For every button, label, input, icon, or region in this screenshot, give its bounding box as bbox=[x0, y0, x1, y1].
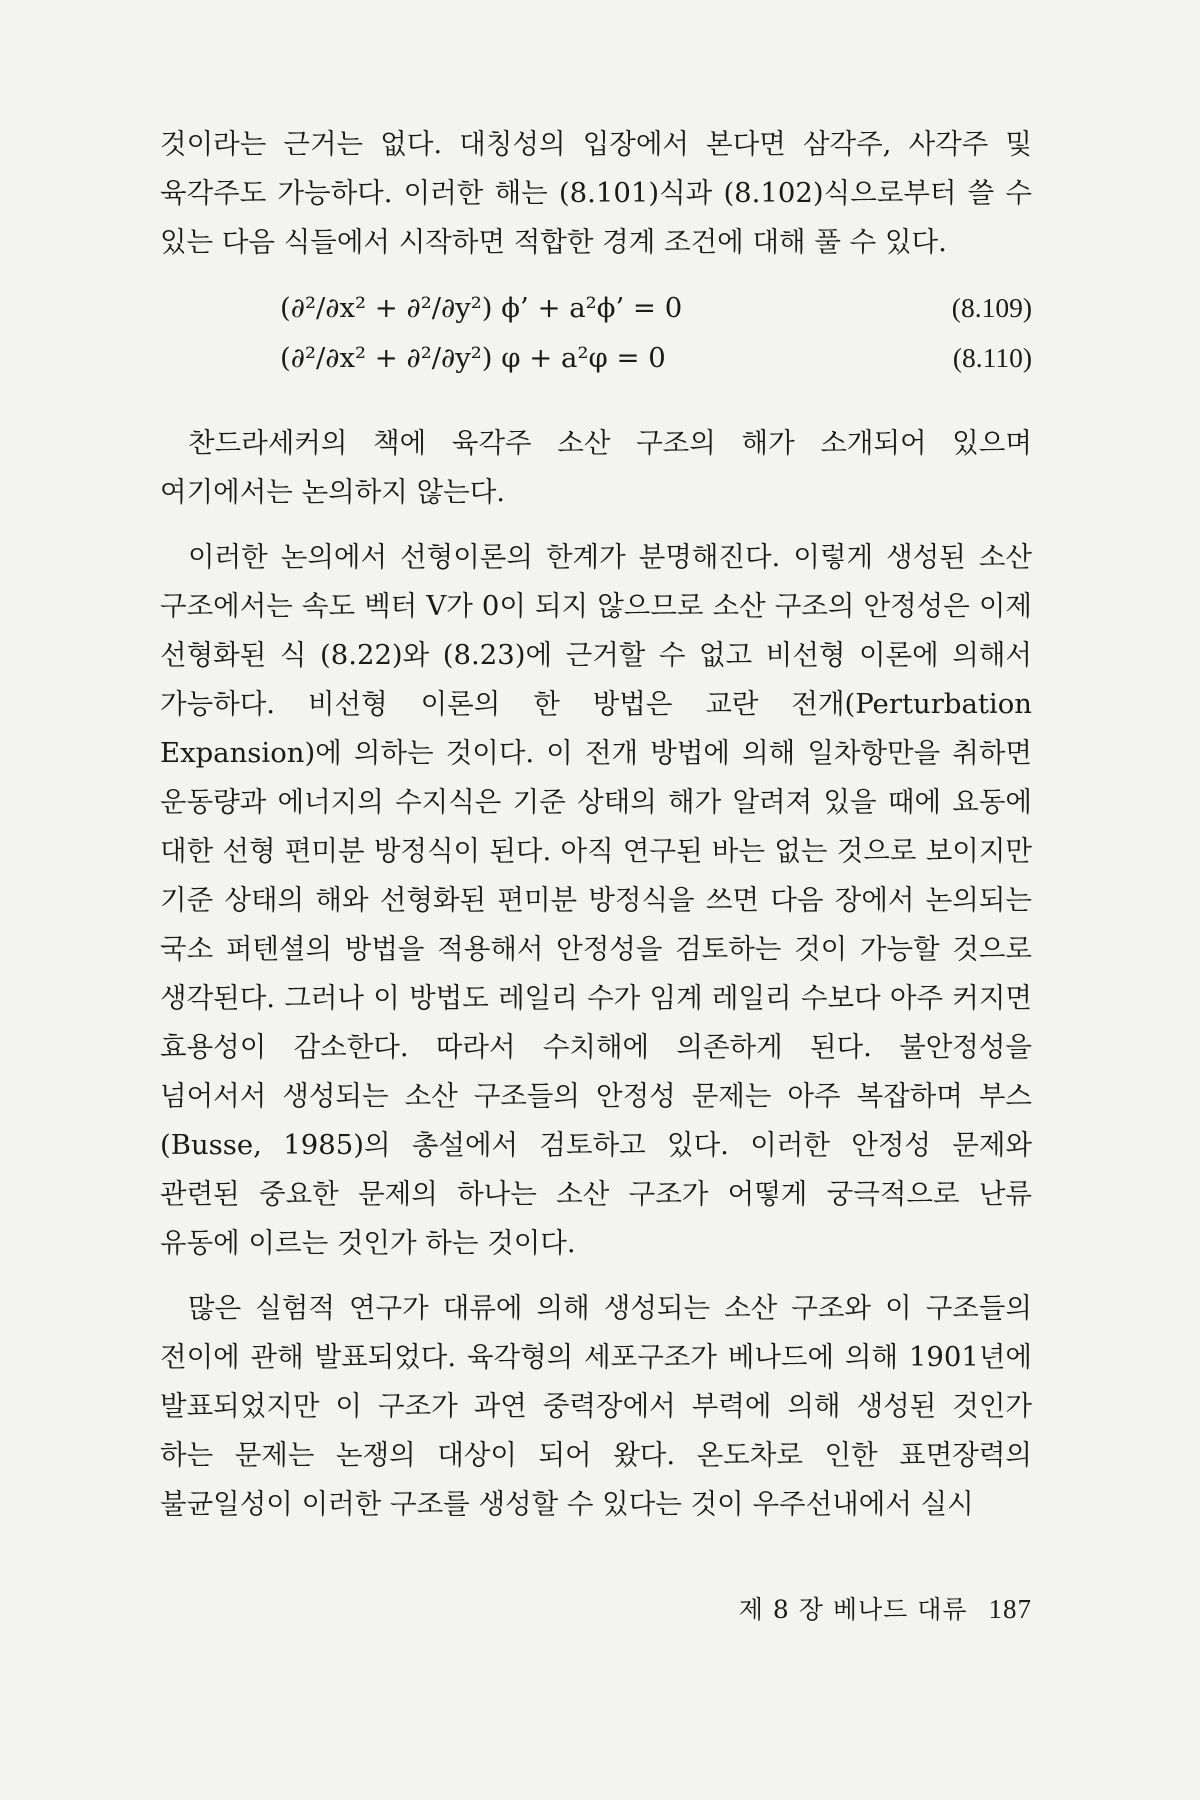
paragraph-3: 이러한 논의에서 선형이론의 한계가 분명해진다. 이렇게 생성된 소산 구조에서는 속도 벡터 V가 0이 되지 않으므로 소산 구조의 안정성은 이제 선형화된 식 (8.22)와 (8.23)에 근거할 수 없고 비선형 이론에 의해서 가능하다. 비선형 이론의 한 방법은 교란 전개(Perturbation Expansion)에 의하는 것이다. 이 전개 방법에 의해 일차항만을 취하면 운동량과 에너지의 수지식은 기준 상태의 해가 알려져 있을 때에 요동에 대한 선형 편미분 방정식이 된다. 아직 연구된 바는 없는 것으로 보이지만 기준 상태의 해와 선형화된 편미분 방정식을 쓰면 다음 장에서 논의되는 국소 퍼텐셜의 방법을 적용해서 안정성을 검토하는 것이 가능할 것으로 생각된다. 그러나 이 방법도 레일리 수가 임계 레일리 수보다 아주 커지면 효용성이 감소한다. 따라서 수치해에 의존하게 된다. 불안정성을 넘어서서 생성되는 소산 구조들의 안정성 문제는 아주 복잡하며 부스(Busse, 1985)의 총설에서 검토하고 있다. 이러한 안정성 문제와 관련된 중요한 문제의 하나는 소산 구조가 어떻게 궁극적으로 난류 유동에 이르는 것인가 하는 것이다. bbox=[160, 541, 1032, 1259]
equation-8-110 bbox=[160, 333, 1032, 383]
equation-8-109 bbox=[160, 283, 1032, 333]
paragraph-1: 것이라는 근거는 없다. 대칭성의 입장에서 본다면 삼각주, 사각주 및 육각주도 가능하다. 이러한 해는 (8.101)식과 (8.102)식으로부터 쓸 수 있는 다음 식들에서 시작하면 적합한 경계 조건에 대해 풀 수 있다. bbox=[160, 128, 1032, 258]
equation-expression: (∂²/∂x² + ∂²/∂y²) φ + a²φ = 0 bbox=[280, 342, 666, 374]
page-footer bbox=[739, 1590, 1032, 1626]
paragraph-2: 찬드라세커의 책에 육각주 소산 구조의 해가 소개되어 있으며 여기에서는 논의하지 않는다. bbox=[160, 427, 1032, 508]
equation-number: (8.109) bbox=[951, 292, 1032, 323]
paragraph-4: 많은 실험적 연구가 대류에 의해 생성되는 소산 구조와 이 구조들의 전이에 관해 발표되었다. 육각형의 세포구조가 베나드에 의해 1901년에 발표되었지만 이 구조가 과연 중력장에서 부력에 의해 생성된 것인가 하는 문제는 논쟁의 대상이 되어 왔다. 온도차로 인한 표면장력의 불균일성이 이러한 구조를 생성할 수 있다는 것이 우주선내에서 실시 bbox=[160, 1292, 1032, 1520]
equation-expression: (∂²/∂x² + ∂²/∂y²) ϕ’ + a²ϕ’ = 0 bbox=[280, 292, 683, 324]
running-footer-chapter: 제 8 장 베나드 대류 bbox=[738, 1595, 968, 1624]
page-number: 187 bbox=[988, 1594, 1032, 1624]
equation-block bbox=[160, 283, 1032, 383]
equation-number: (8.110) bbox=[952, 342, 1032, 373]
